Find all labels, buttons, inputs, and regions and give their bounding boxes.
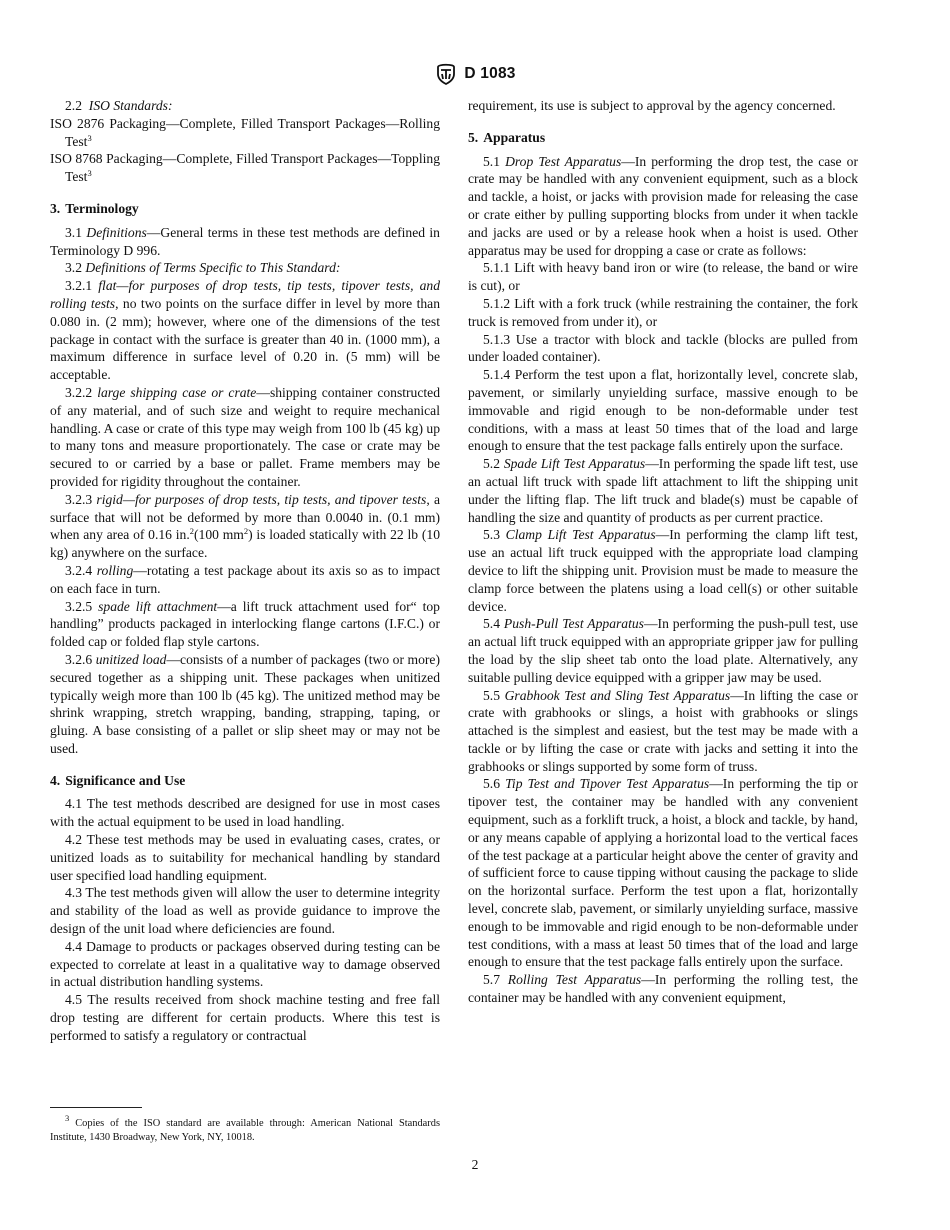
section-5-2: 5.2 Spade Lift Test Apparatus—In performing the spade lift test, use an actual lift truck with spade lift attachment to lift the shipping unit under the lifting flap. The lift truck and blade(s) must be capable of handling the size and quantity of products as per current practice.	[468, 456, 858, 525]
section-4-5-continued: requirement, its use is subject to approval by the agency concerned.	[468, 98, 836, 113]
left-column	[50, 97, 440, 1045]
section-3-2-1: 3.2.1 flat—for purposes of drop tests, tip tests, tipover tests, and rolling tests, no two points on the surface differ in level by more than 0.080 in. (2 mm); however, where one of the dimensions of the test package in contact with the surface is greater than 40 in. (1000 mm), a maximum difference in surface level of 0.20 in. (5 mm) will be acceptable.	[50, 278, 440, 383]
section-5-3: 5.3 Clamp Lift Test Apparatus—In performing the clamp lift test, use an actual lift truck equipped with the appropriate load clamping device to lift the shipping unit. Provision must be made to measure the clamp force between the platens using a load cell(s) or other suitable device.	[468, 527, 858, 614]
section-4-1: 4.1 The test methods described are designed for use in most cases with the actual equipment to be used in load handling.	[50, 796, 440, 830]
standard-designation: D 1083	[464, 65, 516, 82]
footnote-divider	[50, 1107, 142, 1108]
section-2-2: 2.2 ISO Standards:	[65, 98, 173, 113]
section-heading-terminology: 3. Terminology	[50, 200, 139, 216]
section-5-4: 5.4 Push-Pull Test Apparatus—In performing the push-pull test, use an actual lift truck equipped with an appropriate gripper jaw for pulling the load by the slip sheet tab onto the load plate. Alternatively, any suitable pulling device equipped with a gripper jaw may be used.	[468, 616, 858, 685]
section-5-6: 5.6 Tip Test and Tipover Test Apparatus—In performing the tip or tipover test, the container may be handled with any convenient equipment, such as a forklift truck, a hoist, a block and tackle, by hand, or any means capable of applying a horizontal load to the vertical faces of the test package at a particular height above the center of gravity and of sufficient force to cause tipping without causing the package to slide on the horizontal surface. Perform the test upon a flat, horizontally level, concrete slab, pavement, or similarly unyielding surface, massive enough to be immovable and rigid enough to be non-deformable under test conditions, with a mass at least 50 times that of the load and large enough to ensure that the test package falls entirely upon the surface.	[468, 776, 858, 970]
section-5-1-4: 5.1.4 Perform the test upon a flat, horizontally level, concrete slab, pavement, or similarly unyielding surface, massive enough to be immovable and rigid enough to be non-deformable under test conditions, with a mass at least 50 times that of the load and large enough to ensure that the test package falls entirely upon the surface.	[468, 367, 858, 454]
footnote	[50, 1113, 440, 1145]
section-3-2-6: 3.2.6 unitized load—consists of a number of packages (two or more) secured together as a shipping unit. These packages when unitized typically weigh more than 100 lb (45 kg). The unitized method may be shrink wrapping, stretch wrapping, banding, strapping, taping, or gluing. A base consisting of a pallet or slip sheet may or may not be used.	[50, 651, 440, 756]
section-5-5: 5.5 Grabhook Test and Sling Test Apparatus—In lifting the case or crate with grabhooks or slings, a hoist with grabhooks or slings attached is the simplest and easiest, but the test may be made with a tackle or by lifting the case or crate with jacks and setting it into the grabhooks or slings supported by some form of truss.	[468, 687, 859, 774]
section-3-2-4: 3.2.4 rolling—rotating a test package about its axis so as to impact on each face in turn.	[50, 562, 440, 596]
page-number: 2	[471, 1157, 479, 1172]
section-heading-apparatus: 5. Apparatus	[468, 129, 546, 145]
section-4-4: 4.4 Damage to products or packages observed during testing can be expected to correlate at least in a qualitative way to damage observed in actual distribution handling systems.	[50, 938, 440, 990]
section-5-1-1: 5.1.1 Lift with heavy band iron or wire (to release, the band or wire is cut), or	[468, 260, 858, 294]
section-4-2: 4.2 These test methods may be used in evaluating cases, crates, or unitized loads as to suitability for mechanical handling by standard user specified load handling equipment.	[50, 832, 440, 883]
section-3-2-3: 3.2.3 rigid—for purposes of drop tests, tip tests, and tipover tests, a surface that will not be deformed by more than 0.0040 in. (0.1 mm) when any area of 0.16 in.$^2$(100 $mm^2$) is loaded statically with 22 lb (10 kg) anywhere on the surface.	[50, 491, 440, 561]
section-3-1: 3.1 Definitions—General terms in these test methods are defined in Terminology D 996.	[50, 224, 440, 258]
section-3-2: 3.2 Definitions of Terms Specific to This Standard:	[65, 260, 341, 276]
section-5-1-2: 5.1.2 Lift with a fork truck (while restraining the container, the fork truck is removed from under it), or	[468, 295, 858, 329]
footnote-mark: 3	[65, 1113, 70, 1123]
section-heading-significance: 4. Significance and Use	[50, 772, 186, 788]
section-5-1-3: 5.1.3 Use a tractor with block and tackle (blocks are pulled from under loaded container).	[468, 331, 858, 365]
section-5-7: 5.7 Rolling Test Apparatus—In performing the rolling test, the container may be handled with any convenient equipment,	[468, 972, 858, 1006]
section-5-1: 5.1 Drop Test Apparatus—In performing the drop test, the case or crate may be handled with any convenient equipment, such as a block and tackle, a hoist, or jacks with provision made for releasing the case or crate either by pulling supporting blocks from under it when tackle and jacks are used or by a release hook when a hoist is used. Other apparatus may be used for dropping a case or crate as follows:	[468, 153, 858, 258]
section-3-2-5: 3.2.5 spade lift attachment—a lift truck attachment used for“ top handling” products packaged in interlocking flange cartons (I.F.C.) or folded cap or folded flap style cartons.	[50, 598, 440, 650]
section-4-5: 4.5 The results received from shock machine testing and free fall drop testing are different for certain products. Where this test is performed to satisfy a regulatory or contractual	[50, 992, 440, 1043]
right-column	[468, 97, 858, 1007]
reference-iso-2876: ISO 2876 Packaging—Complete, Filled Transport Packages—Rolling Test$^3$	[50, 115, 440, 149]
page-header	[0, 62, 950, 86]
section-4-3: 4.3 The test methods given will allow the user to determine integrity and stability of the load as well as provide guidance to improve the design of the unit load where deficiencies are found.	[50, 885, 440, 937]
reference-iso-8768: ISO 8768 Packaging—Complete, Filled Transport Packages—Toppling Test$^3$	[50, 151, 440, 185]
footnote-text: Copies of the ISO standard are available through: American National Standards Institute, 1430 Broadway, New York, NY, 10018.	[50, 1118, 440, 1143]
section-3-2-2: 3.2.2 large shipping case or crate—shipping container constructed of any material, and of such size and weight to require mechanical handling. A case or crate of this type may weigh from 100 lb (45 kg) up to many tons and measure proportionately. The case or crate may be secured to or carried by a base or pallet. Frame members may be provided for rigidity throughout the container.	[50, 384, 440, 489]
astm-logo-icon	[434, 62, 458, 86]
